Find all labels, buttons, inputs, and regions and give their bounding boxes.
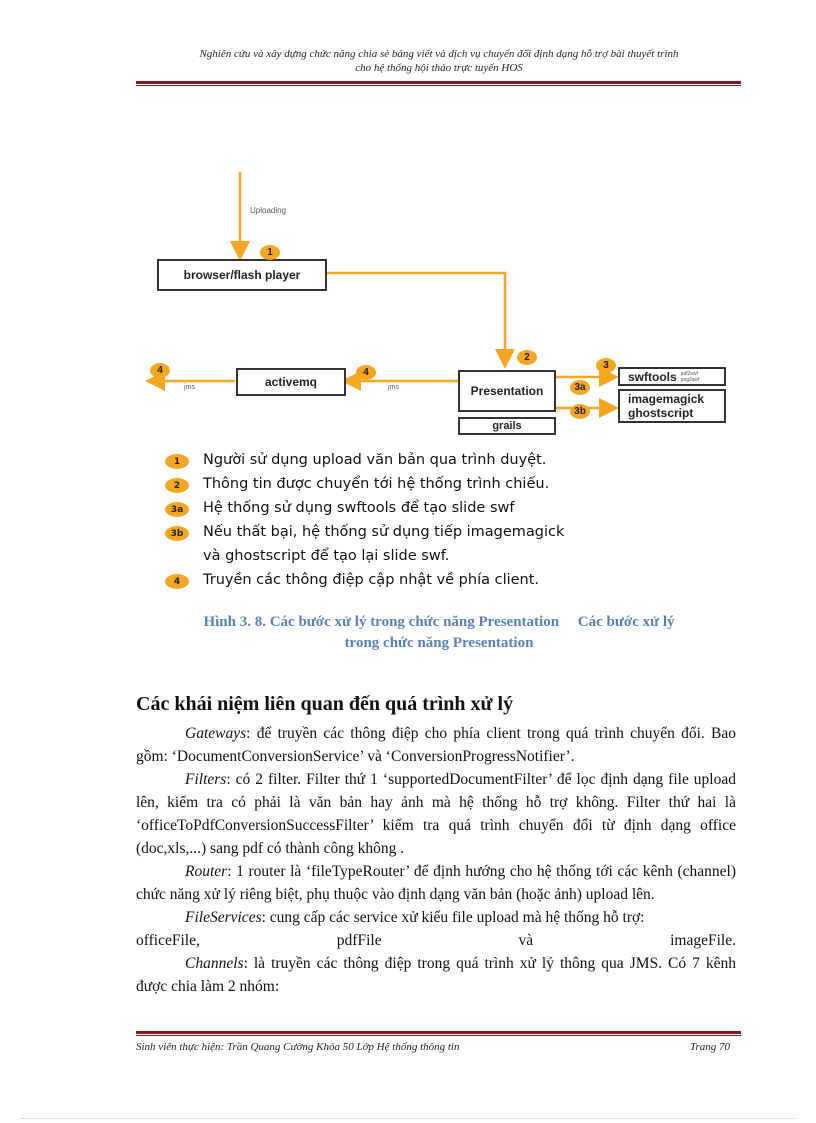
caption-line-1: Hình 3. 8. Các bước xử lý trong chức năng Presentation Các bước xử lý	[203, 614, 675, 630]
section-heading: Các khái niệm liên quan đến quá trình xử lý	[136, 693, 514, 715]
header-line-1: Nghiên cứu và xây dựng chức năng chia sẻ bảng viết và dịch vụ chuyển đổi định dạng hỗ trợ bài thuyết trình	[199, 48, 679, 60]
running-header	[136, 47, 742, 75]
caption-line-2: trong chức năng Presentation	[344, 635, 534, 651]
legend-item	[165, 570, 745, 594]
legend-badge: 1	[165, 454, 189, 469]
footer-page-number: Trang 70	[690, 1041, 731, 1053]
router-term: Router	[185, 863, 228, 880]
footer-rule	[136, 1031, 741, 1036]
filters-text: : có 2 filter. Filter thứ 1 ‘supportedDocumentFilter’ để lọc định dạng file upload lên, kiểm tra có phải là văn bản hay ảnh mà hệ thống hỗ trợ không. Filter thứ hai là ‘officeToPdfConversionSuccessFilter’ kiểm tra quá trình chuyển đổi từ định dạng office (doc,xls,...) sang pdf có thành công không .	[136, 771, 736, 857]
step-2-badge: 2	[517, 350, 537, 365]
fileservices-text: : cung cấp các service xử kiểu file upload mà hệ thống hỗ trợ:	[261, 909, 645, 926]
channels-text: : là truyền các thông điệp trong quá trình xử lý thông qua JMS. Có 7 kênh được chia làm 2 nhóm:	[136, 955, 736, 995]
browser-to-presentation-arrow	[326, 273, 505, 364]
filters-term: Filters	[185, 771, 227, 788]
swftools-note-2: png2swf	[680, 376, 700, 383]
fileservices-term: FileServices	[185, 909, 262, 926]
page-edge-dotted-line	[20, 1118, 796, 1119]
fileservices-paragraph	[136, 906, 736, 929]
router-paragraph	[136, 860, 736, 906]
uploading-label: Uploading	[250, 206, 287, 215]
header-line-2: cho hệ thống hội thảo trực tuyến HOS	[355, 62, 523, 74]
swftools-box	[618, 367, 726, 386]
step-3-badge: 3	[596, 358, 616, 373]
header-rule	[136, 81, 741, 86]
jms-label-1: jms	[388, 384, 399, 391]
swftools-notes	[681, 371, 700, 383]
legend-item	[165, 450, 745, 474]
legend-item	[165, 546, 745, 570]
browser-box: browser/flash player	[157, 259, 327, 291]
legend-badge: 3b	[165, 526, 189, 541]
footer-author: Sinh viên thực hiện: Trần Quang Cường Khóa 50 Lớp Hệ thống thông tin	[136, 1041, 460, 1053]
activemq-box: activemq	[236, 368, 346, 396]
fileservices-word-4: imageFile.	[670, 932, 736, 949]
legend-text: Thông tin được chuyển tới hệ thống trình chiếu.	[203, 476, 550, 492]
step-1-badge: 1	[260, 245, 280, 260]
legend-text: Nếu thất bại, hệ thống sử dụng tiếp imagemagick	[203, 524, 565, 540]
imagemagick-label: imagemagick	[628, 392, 705, 406]
gateways-text: : để truyền các thông điệp cho phía client trong quá trình chuyển đổi. Bao gồm: ‘DocumentConversionService’ và ‘ConversionProgressNotifier’.	[136, 725, 736, 765]
step-3a-badge: 3a	[570, 380, 590, 395]
swftools-note-1: pdf2swf	[680, 370, 698, 377]
router-text: : 1 router là ‘fileTypeRouter’ để định hướng cho hệ thống tới các kênh (channel) chức năng xử lý riêng biệt, phụ thuộc vào định dạng văn bản (hoặc ảnh) upload lên.	[136, 863, 736, 903]
figure-caption	[136, 612, 742, 654]
legend-text: và ghostscript để tạo lại slide swf.	[203, 548, 450, 564]
step-4-badge-activemq: 4	[356, 365, 376, 380]
legend-text: Hệ thống sử dụng swftools để tạo slide swf	[203, 500, 515, 516]
jms-label-2: jms	[184, 384, 195, 391]
presentation-flow-diagram	[140, 170, 740, 440]
diagram-legend	[165, 450, 745, 594]
legend-item	[165, 474, 745, 498]
imagemagick-box	[618, 389, 726, 423]
filters-paragraph	[136, 768, 736, 860]
fileservices-word-2: pdfFile	[336, 932, 382, 949]
legend-badge: 3a	[165, 502, 189, 517]
grails-box: grails	[458, 417, 556, 435]
step-3b-badge: 3b	[570, 404, 590, 419]
ghostscript-label: ghostscript	[628, 406, 694, 420]
swftools-label: swftools	[628, 369, 677, 384]
legend-text: Người sử dụng upload văn bản qua trình duyệt.	[203, 452, 547, 468]
fileservices-list-line	[136, 929, 736, 952]
channels-term: Channels	[185, 955, 244, 972]
legend-badge: 4	[165, 574, 189, 589]
fileservices-word-1: officeFile,	[136, 932, 200, 949]
legend-badge: 2	[165, 478, 189, 493]
body-text	[136, 722, 736, 998]
legend-text: Truyền các thông điệp cập nhật về phía client.	[203, 572, 540, 588]
legend-item	[165, 522, 745, 546]
legend-item	[165, 498, 745, 522]
presentation-box: Presentation	[458, 370, 556, 412]
gateways-paragraph	[136, 722, 736, 768]
gateways-term: Gateways	[185, 725, 247, 742]
channels-paragraph	[136, 952, 736, 998]
step-4-badge-client: 4	[150, 363, 170, 378]
fileservices-word-3: và	[518, 932, 534, 949]
